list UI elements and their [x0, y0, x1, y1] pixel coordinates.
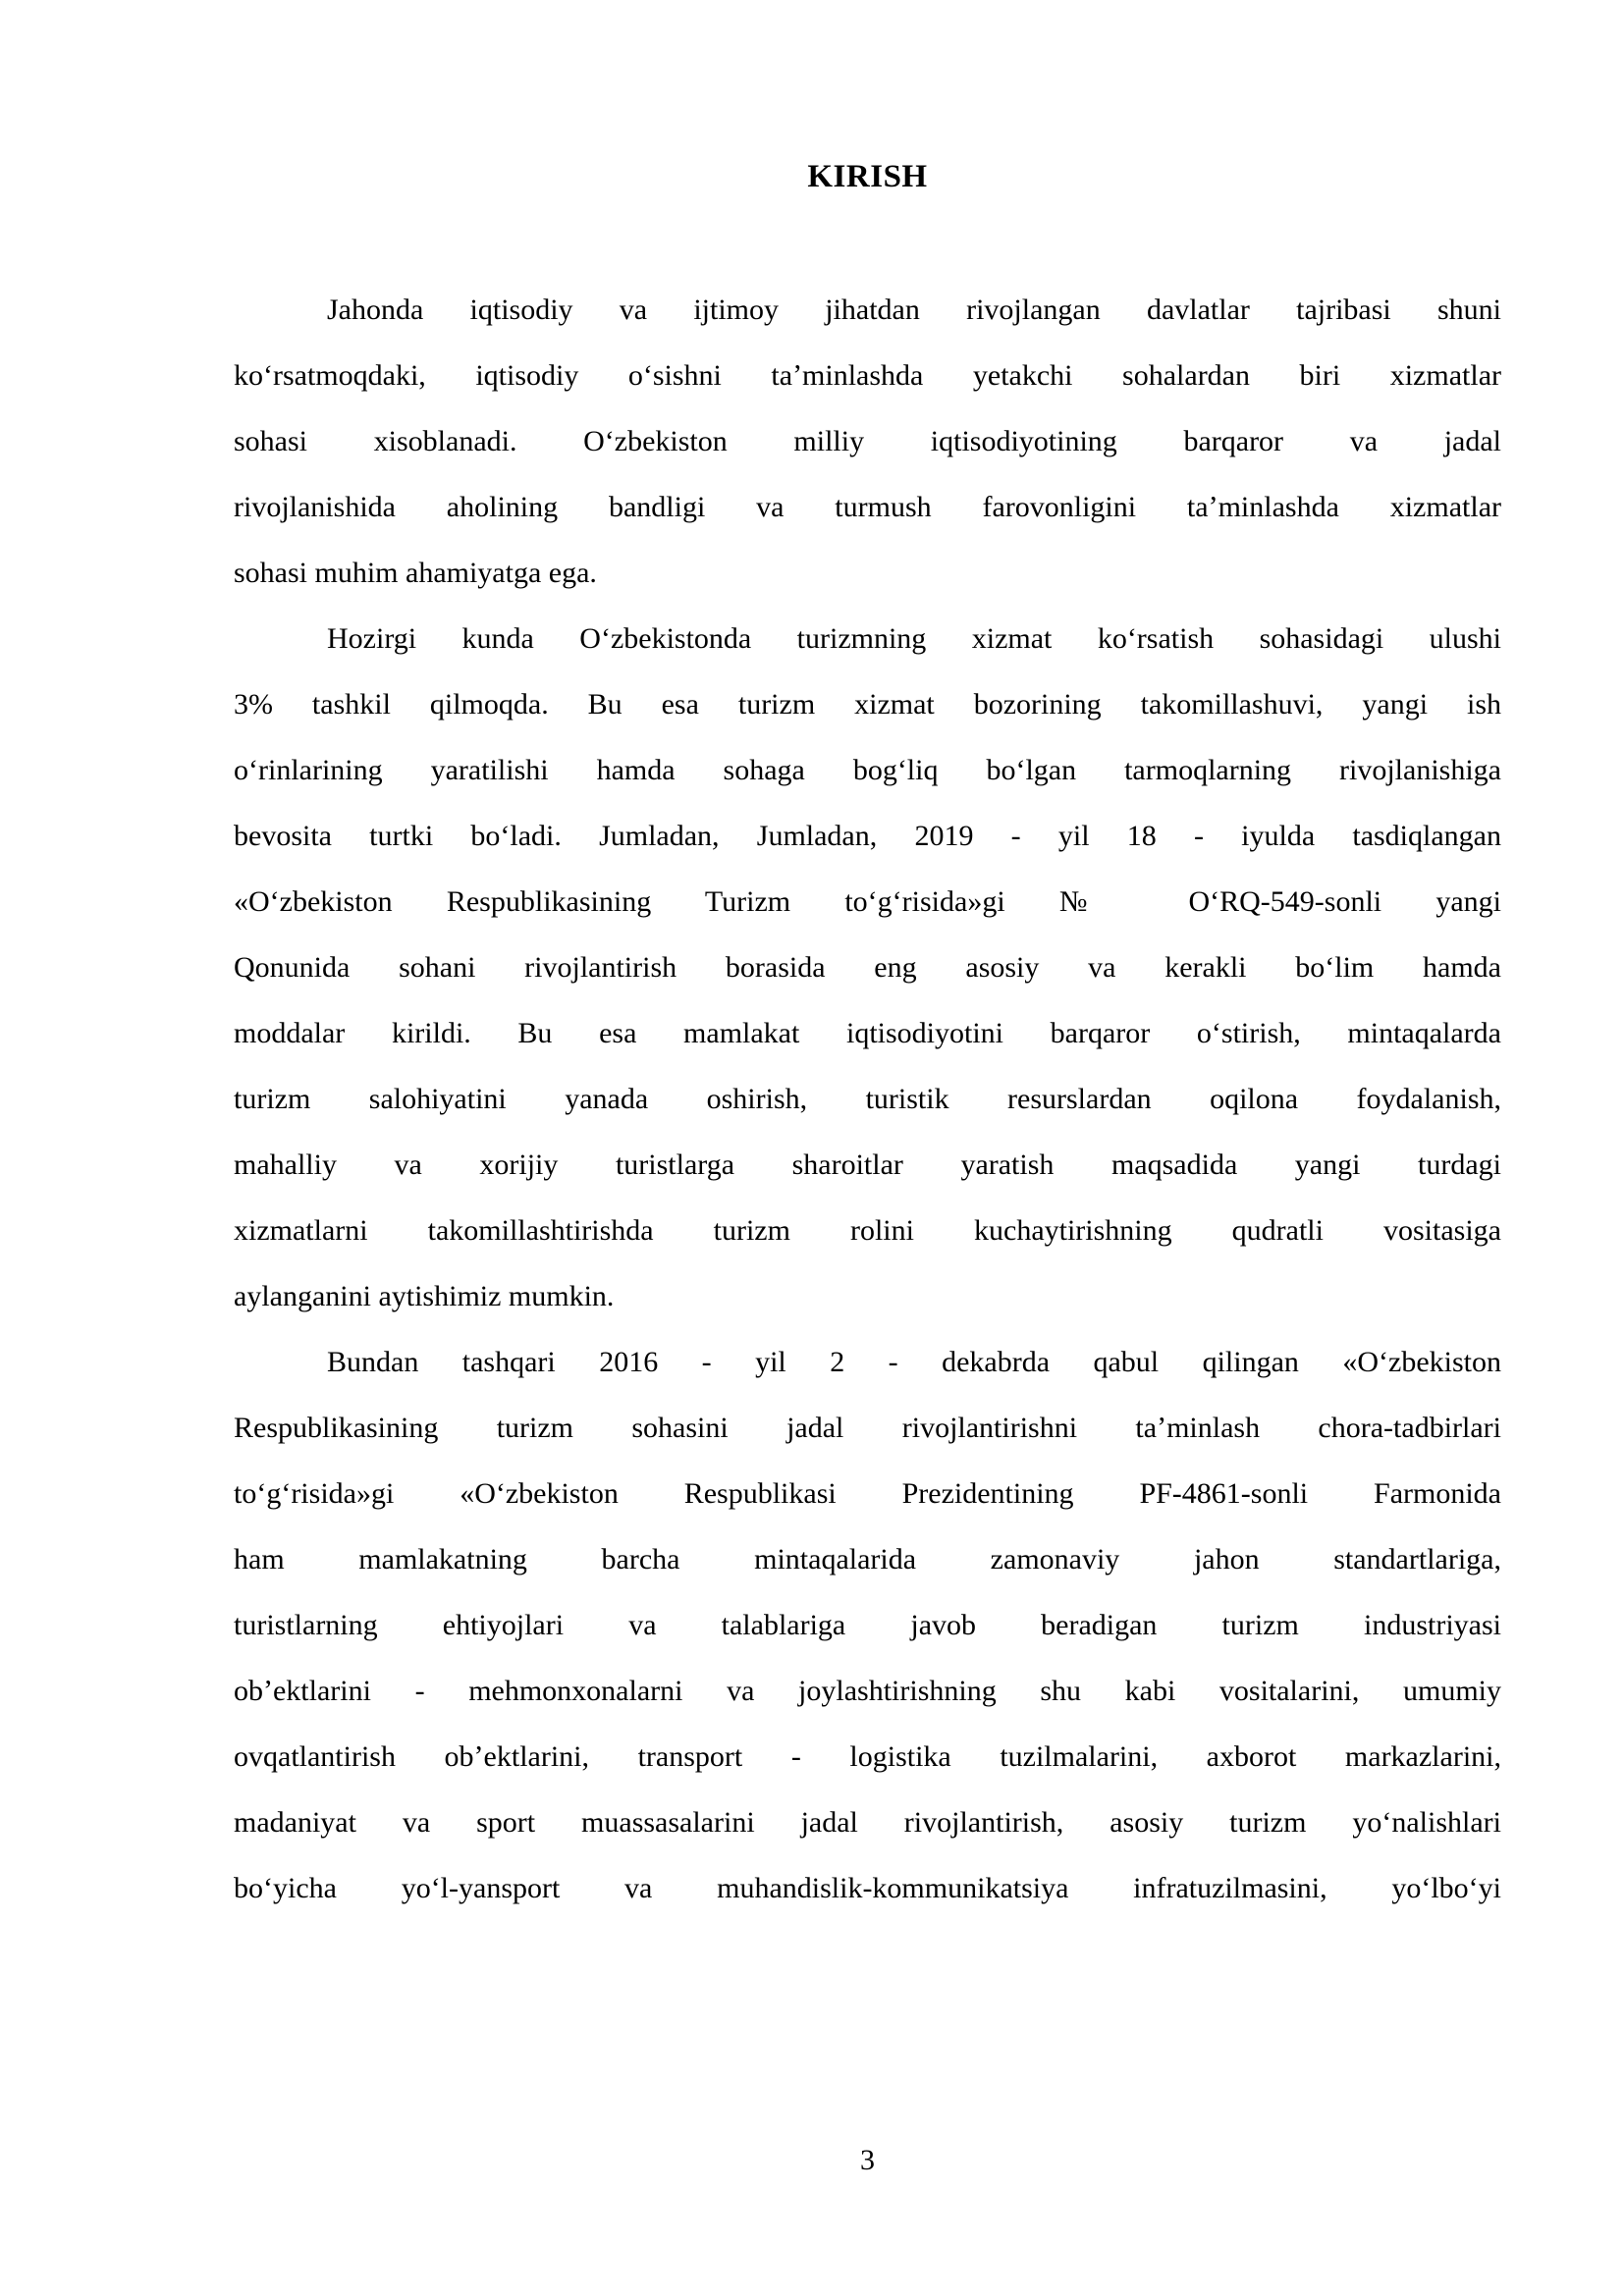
paragraph-jahonda — [234, 277, 1501, 606]
text-line: obʼektlarini - mehmonxonalarni va joylashtirishning shu kabi vositalarini, umumiy — [234, 1675, 1501, 1707]
text-line: rivojlanishida aholining bandligi va turmush farovonligini taʼminlashda xizmatlar — [234, 491, 1501, 523]
text-line: ham mamlakatning barcha mintaqalarida zamonaviy jahon standartlariga, — [234, 1543, 1501, 1575]
text-line: madaniyat va sport muassasalarini jadal rivojlantirish, asosiy turizm yoʻnalishlari — [234, 1806, 1501, 1839]
text-line: Bundan tashqari 2016 - yil 2 - dekabrda qabul qilingan «Oʻzbekiston — [327, 1346, 1501, 1378]
text-line: bevosita turtki boʻladi. Jumladan, Jumladan, 2019 - yil 18 - iyulda tasdiqlangan — [234, 820, 1501, 852]
text-line: 3% tashkil qilmoqda. Bu esa turizm xizmat bozorining takomillashuvi, yangi ish — [234, 688, 1501, 721]
document-content — [234, 0, 1501, 1921]
text-line: koʻrsatmoqdaki, iqtisodiy oʻsishni taʼminlashda yetakchi sohalardan biri xizmatlar — [234, 359, 1501, 392]
text-line: sohasi xisoblanadi. Oʻzbekiston milliy iqtisodiyotining barqaror va jadal — [234, 425, 1501, 457]
text-line: moddalar kirildi. Bu esa mamlakat iqtisodiyotini barqaror oʻstirish, mintaqalarda — [234, 1017, 1501, 1049]
text-line: «Oʻzbekiston Respublikasining Turizm toʻgʻrisida»gi № OʻRQ-549-sonli yangi — [234, 885, 1501, 918]
page-number: 3 — [860, 2144, 875, 2176]
text-line: turistlarning ehtiyojlari va talablariga javob beradigan turizm industriyasi — [234, 1609, 1501, 1641]
text-line: Jahonda iqtisodiy va ijtimoy jihatdan rivojlangan davlatlar tajribasi shuni — [327, 294, 1501, 326]
text-line: mahalliy va xorijiy turistlarga sharoitlar yaratish maqsadida yangi turdagi — [234, 1148, 1501, 1181]
paragraph-bundan — [234, 1329, 1501, 1921]
text-line: Qonunida sohani rivojlantirish borasida eng asosiy va kerakli boʻlim hamda — [234, 951, 1501, 984]
text-line: aylanganini aytishimiz mumkin. — [234, 1280, 615, 1312]
text-line: ovqatlantirish obʼektlarini, transport - logistika tuzilmalarini, axborot markazlarini, — [234, 1740, 1501, 1773]
text-line: sohasi muhim ahamiyatga ega. — [234, 557, 597, 589]
page-title: KIRISH — [807, 159, 928, 194]
text-line: Respublikasining turizm sohasini jadal rivojlantirishni taʼminlash chora-tadbirlari — [234, 1412, 1501, 1444]
paragraph-hozirgi — [234, 606, 1501, 1329]
text-line: xizmatlarni takomillashtirishda turizm rolini kuchaytirishning qudratli vositasiga — [234, 1214, 1501, 1247]
text-line: boʻyicha yoʻl-yansport va muhandislik-kommunikatsiya infratuzilmasini, yoʻlboʻyi — [234, 1872, 1501, 1904]
text-line: oʻrinlarining yaratilishi hamda sohaga bogʻliq boʻlgan tarmoqlarning rivojlanishiga — [234, 754, 1501, 786]
text-line: toʻgʻrisida»gi «Oʻzbekiston Respublikasi Prezidentining PF-4861-sonli Farmonida — [234, 1477, 1501, 1510]
text-line: Hozirgi kunda Oʻzbekistonda turizmning xizmat koʻrsatish sohasidagi ulushi — [327, 622, 1501, 655]
text-line: turizm salohiyatini yanada oshirish, turistik resurslardan oqilona foydalanish, — [234, 1083, 1501, 1115]
